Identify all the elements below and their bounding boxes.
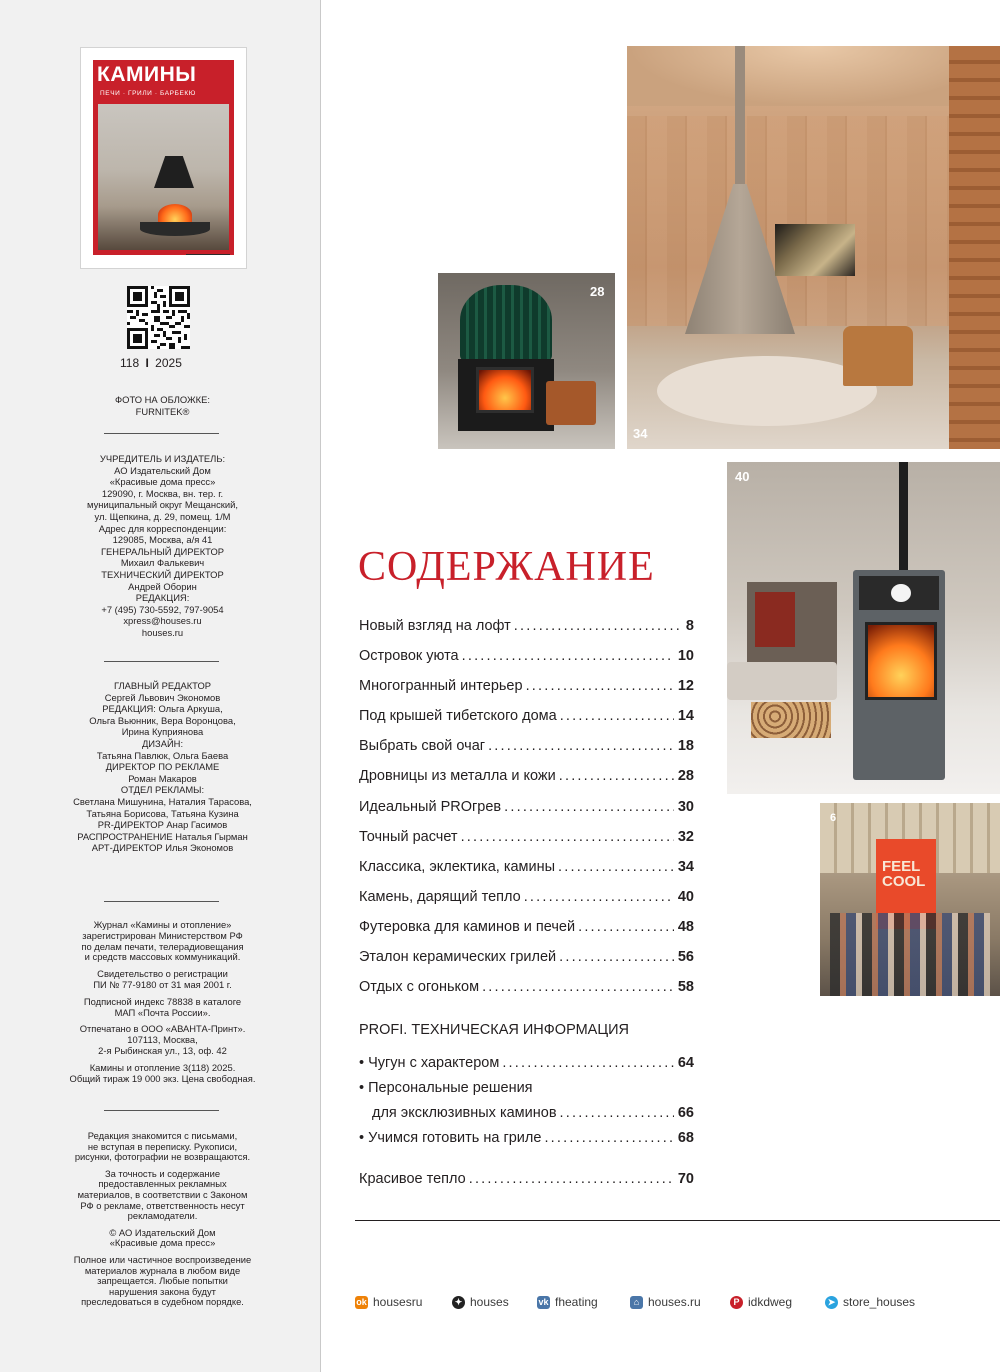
toc-item-page: 18 <box>677 738 694 754</box>
imprint-line: АО Издательский Дом <box>114 464 211 476</box>
divider <box>104 1110 219 1111</box>
photo-interior-fireplace <box>627 46 1000 449</box>
cover-logs <box>186 254 230 255</box>
imprint-line: ПИ № 77-9180 от 31 мая 2001 г. <box>93 978 232 990</box>
photo-page-number: 28 <box>590 284 605 299</box>
contents-title: СОДЕРЖАНИЕ <box>358 544 655 590</box>
photo-log-holder <box>546 381 596 425</box>
toc-item-title: Новый взгляд на лофт <box>359 618 511 634</box>
toc-item[interactable] <box>359 919 694 935</box>
social-link-fheating[interactable] <box>537 1295 598 1309</box>
social-link-housesru[interactable] <box>355 1295 422 1309</box>
toc-item-title: Выбрать свой очаг <box>359 738 486 754</box>
photo-street-event <box>820 803 1000 996</box>
imprint-line: ДИЗАЙН: <box>141 737 184 749</box>
photo-sign-text: FEEL COOL <box>882 858 926 890</box>
social-link-houses.ru[interactable] <box>630 1295 701 1309</box>
imprint-line: 129090, г. Москва, вн. тер. г. <box>101 487 224 499</box>
profi-item[interactable] <box>359 1055 694 1071</box>
imprint-line: ФОТО НА ОБЛОЖКЕ: <box>115 394 210 405</box>
toc-item-page: 34 <box>677 859 694 875</box>
toc-item-page: 70 <box>677 1171 694 1187</box>
toc-item[interactable] <box>359 768 694 784</box>
imprint-line: PR-ДИРЕКТОР Анар Гасимов <box>97 819 228 831</box>
toc-dot-leader <box>560 1105 674 1121</box>
photo-stove-pipe <box>899 462 908 572</box>
imprint-line: материалов, в соответствии с Законом <box>77 1188 248 1200</box>
toc-item-page: 10 <box>677 648 694 664</box>
social-label: houses <box>470 1295 509 1309</box>
imprint-line: Общий тираж 19 000 экз. Цена свободная. <box>69 1072 256 1084</box>
cover-title: КАМИНЫ <box>97 63 197 86</box>
toc-dot-leader <box>560 708 674 724</box>
toc-item-page: 28 <box>677 768 694 784</box>
toc-item-page: 68 <box>677 1130 694 1146</box>
registration-block <box>45 920 280 1084</box>
telegram-icon: ➤ <box>825 1296 838 1309</box>
social-label: housesru <box>373 1295 423 1309</box>
toc-item-page: 66 <box>677 1105 694 1121</box>
toc-dot-leader <box>462 648 674 664</box>
cover-photo <box>98 104 229 250</box>
imprint-line: FURNITEK® <box>135 405 190 417</box>
imprint-line: рисунки, фотографии не возвращаются. <box>74 1151 251 1163</box>
imprint-line: РЕДАКЦИЯ: <box>135 592 190 604</box>
imprint-line: предоставленных рекламных <box>98 1178 227 1190</box>
imprint-line: +7 (495) 730-5592, 797-9054 <box>101 603 224 615</box>
imprint-line: «Красивые дома пресс» <box>109 476 216 488</box>
photo-ceiling <box>627 46 1000 106</box>
toc-dot-leader <box>469 1171 674 1187</box>
imprint-line: УЧРЕДИТЕЛЬ И ИЗДАТЕЛЬ: <box>99 453 226 464</box>
toc-item-title: Отдых с огоньком <box>359 979 480 995</box>
imprint-line: рекламодатели. <box>127 1210 198 1222</box>
imprint-sidebar <box>0 0 320 1372</box>
toc-item-page: 30 <box>677 799 694 815</box>
toc-item[interactable] <box>359 979 694 995</box>
photo-slatted-screen <box>949 46 1000 449</box>
legal-block <box>45 1131 280 1308</box>
photo-artwork <box>775 224 855 276</box>
profi-item[interactable]: • Персональные решения <box>359 1080 533 1096</box>
imprint-line: houses.ru <box>141 626 184 638</box>
issue-year: 2025 <box>155 356 182 370</box>
toc-dot-leader <box>526 678 674 694</box>
cover-lamp <box>154 156 194 188</box>
toc-item-page: 48 <box>677 919 694 935</box>
magazine-cover <box>80 47 247 269</box>
imprint-line: нарушения закона будут <box>109 1285 216 1297</box>
imprint-line: Полное или частичное воспроизведение <box>73 1253 252 1265</box>
photo-crowd <box>830 913 990 996</box>
imprint-line: Журнал «Камины и отопление» <box>93 919 232 930</box>
imprint-line: Ольга Вьюнник, Вера Воронцова, <box>89 714 236 726</box>
divider <box>104 661 219 662</box>
imprint-line: Адрес для корреспонденции: <box>98 522 227 534</box>
imprint-line: 2-я Рыбинская ул., 13, оф. 42 <box>98 1044 227 1056</box>
toc-item-page: 58 <box>677 979 694 995</box>
toc-item[interactable] <box>359 648 694 664</box>
toc-item-page: 12 <box>677 678 694 694</box>
photo-wood-panels <box>627 116 1000 326</box>
imprint-line: РЕДАКЦИЯ: Ольга Аркуша, <box>102 703 223 715</box>
cover-image <box>93 60 234 255</box>
imprint-line: Свидетельство о регистрации <box>97 968 228 980</box>
cover-subtitle: ПЕЧИ · ГРИЛИ · БАРБЕКЮ <box>100 90 196 97</box>
editorial-block <box>45 680 280 854</box>
imprint-line: АРТ-ДИРЕКТОР Илья Экономов <box>91 842 234 854</box>
imprint-line: ГЛАВНЫЙ РЕДАКТОР <box>113 680 212 691</box>
toc-dot-leader <box>578 919 674 935</box>
imprint-line: 107113, Москва, <box>127 1034 198 1046</box>
toc-dot-leader <box>482 979 674 995</box>
imprint-line: Светлана Мишунина, Наталия Тарасова, <box>73 795 252 807</box>
photo-stone-stove <box>727 462 1000 794</box>
photo-stove-fire <box>865 622 937 700</box>
toc-dot-leader <box>544 1130 673 1146</box>
profi-item[interactable] <box>359 1105 694 1121</box>
toc-item-title: Красивое тепло <box>359 1171 466 1187</box>
issue-number-value: 118 <box>120 356 140 370</box>
imprint-line: ДИРЕКТОР ПО РЕКЛАМЕ <box>105 761 220 773</box>
toc-dot-leader <box>502 1055 674 1071</box>
imprint-line: запрещается. Любые попытки <box>97 1275 228 1287</box>
imprint-line: и средств массовых коммуникаций. <box>84 951 241 963</box>
photo-page-number: 40 <box>735 469 750 484</box>
toc-item-page: 14 <box>677 708 694 724</box>
imprint-line: 129085, Москва, а/я 41 <box>112 534 213 546</box>
imprint-line: ул. Щепкина, д. 29, помещ. 1/М <box>94 510 231 522</box>
issue-divider: I <box>145 356 149 370</box>
imprint-line: За точность и содержание <box>104 1167 221 1179</box>
toc-item[interactable] <box>359 829 694 845</box>
toc-item-title: Островок уюта <box>359 648 459 664</box>
imprint-line: Ирина Куприянова <box>121 726 204 738</box>
imprint-line: Андрей Оборин <box>128 580 197 592</box>
toc-item-title: • Учимся готовить на гриле <box>359 1130 542 1146</box>
toc-item-page: 40 <box>677 889 694 905</box>
toc-dot-leader <box>559 949 674 965</box>
photo-page-number: 6 <box>830 812 837 824</box>
imprint-line: РАСПРОСТРАНЕНИЕ Наталья Гырман <box>77 830 248 842</box>
toc-item[interactable] <box>359 618 694 634</box>
imprint-line: ОТДЕЛ РЕКЛАМЫ: <box>120 784 205 796</box>
imprint-line: Отпечатано в ООО «АВАНТА-Принт». <box>79 1023 246 1035</box>
photo-sofa <box>727 662 837 700</box>
imprint-line: не вступая в переписку. Рукописи, <box>87 1140 238 1152</box>
social-label: fheating <box>555 1295 598 1309</box>
photo-stove-fire <box>476 367 534 413</box>
photo-green-stove <box>438 273 615 449</box>
toc-item[interactable] <box>359 708 694 724</box>
footer-rule <box>355 1220 1000 1221</box>
divider <box>104 433 219 434</box>
imprint-line: муниципальный округ Мещанский, <box>87 499 238 511</box>
imprint-line: Сергей Львович Экономов <box>104 691 221 703</box>
imprint-line: зарегистрирован Министерством РФ <box>82 929 243 941</box>
imprint-line: материалов журнала в любом виде <box>84 1264 241 1276</box>
dzen-icon: ✦ <box>452 1296 465 1309</box>
imprint-line: Михаил Фалькевич <box>120 557 205 569</box>
photo-painting <box>755 592 795 647</box>
cover-bowl <box>140 222 210 236</box>
imprint-line: ГЕНЕРАЛЬНЫЙ ДИРЕКТОР <box>100 545 225 557</box>
toc-dot-leader <box>504 799 674 815</box>
imprint-line: Подписной индекс 78838 в каталоге <box>83 995 242 1007</box>
divider <box>104 901 219 902</box>
toc-dot-leader <box>514 618 682 634</box>
social-label: store_houses <box>843 1295 916 1309</box>
social-link-store_houses[interactable] <box>825 1295 915 1309</box>
imprint-line: Татьяна Павлюк, Ольга Баева <box>96 749 229 761</box>
toc-item[interactable] <box>359 799 694 815</box>
photo-stove-dome <box>460 285 552 363</box>
toc-item-title: Точный расчет <box>359 829 458 845</box>
toc-item[interactable] <box>359 738 694 754</box>
column-divider <box>320 0 321 1372</box>
qr-code <box>127 286 190 349</box>
imprint-line: Камины и отопление 3(118) 2025. <box>89 1061 236 1073</box>
imprint-line: xpress@houses.ru <box>123 615 202 627</box>
profi-section-title: PROFI. ТЕХНИЧЕСКАЯ ИНФОРМАЦИЯ <box>359 1022 629 1038</box>
toc-item[interactable] <box>359 889 694 905</box>
vk-icon: vk <box>538 1296 549 1307</box>
toc-item-title: Многогранный интерьер <box>359 678 523 694</box>
imprint-line: Роман Макаров <box>128 772 197 784</box>
imprint-line: МАП «Почта России». <box>114 1006 211 1018</box>
toc-item-title: Эталон керамических грилей <box>359 949 557 965</box>
website-icon: ⌂ <box>630 1296 643 1309</box>
publisher-block <box>45 453 280 639</box>
social-label: houses.ru <box>648 1295 701 1309</box>
toc-item-title: Камень, дарящий тепло <box>359 889 521 905</box>
imprint-line: Редакция знакомится с письмами, <box>87 1130 238 1141</box>
toc-item-title: Идеальный PROгрев <box>359 799 502 815</box>
social-link-idkdweg[interactable] <box>730 1295 792 1309</box>
social-label: idkdweg <box>748 1295 793 1309</box>
toc-item-title: • Чугун с характером <box>359 1055 500 1071</box>
imprint-line: РФ о рекламе, ответственность несут <box>80 1199 245 1211</box>
toc-dot-leader <box>524 889 674 905</box>
toc-dot-leader <box>559 768 674 784</box>
profi-item[interactable] <box>359 1130 694 1146</box>
social-link-houses[interactable] <box>452 1295 509 1309</box>
toc-item-title: Под крышей тибетского дома <box>359 708 557 724</box>
issue-number <box>120 356 220 370</box>
toc-item-page: 64 <box>677 1055 694 1071</box>
toc-dot-leader <box>558 859 674 875</box>
imprint-line: преследоваться в судебном порядке. <box>81 1296 244 1308</box>
imprint-line: ТЕХНИЧЕСКИЙ ДИРЕКТОР <box>101 568 224 580</box>
cover-photo-credit <box>45 394 280 417</box>
photo-page-number: 34 <box>633 426 648 441</box>
toc-item[interactable] <box>359 949 694 965</box>
photo-teapot <box>891 584 911 602</box>
photo-armchair <box>843 326 913 386</box>
toc-dot-leader <box>461 829 674 845</box>
pinterest-icon: P <box>730 1296 743 1309</box>
toc-item-title: Классика, эклектика, камины <box>359 859 556 875</box>
toc-item-title: Футеровка для каминов и печей <box>359 919 576 935</box>
toc-dot-leader <box>488 738 674 754</box>
imprint-line: Татьяна Борисова, Татьяна Кузина <box>86 807 239 819</box>
toc-item-last[interactable] <box>359 1171 694 1187</box>
toc-item-page: 8 <box>685 618 694 634</box>
imprint-line: по делам печати, телерадиовещания <box>81 940 244 952</box>
imprint-line: «Красивые дома пресс» <box>109 1237 216 1249</box>
toc-item[interactable] <box>359 859 694 875</box>
toc-item-page: 32 <box>677 829 694 845</box>
photo-firewood <box>751 702 831 738</box>
toc-item-title: Дровницы из металла и кожи <box>359 768 556 784</box>
toc-item[interactable] <box>359 678 694 694</box>
toc-item-title: для эксклюзивных каминов <box>372 1105 557 1121</box>
photo-flue <box>735 46 745 186</box>
imprint-line: © АО Издательский Дом <box>109 1226 216 1238</box>
toc-item-page: 56 <box>677 949 694 965</box>
odnoklassniki-icon: ok <box>356 1296 367 1307</box>
